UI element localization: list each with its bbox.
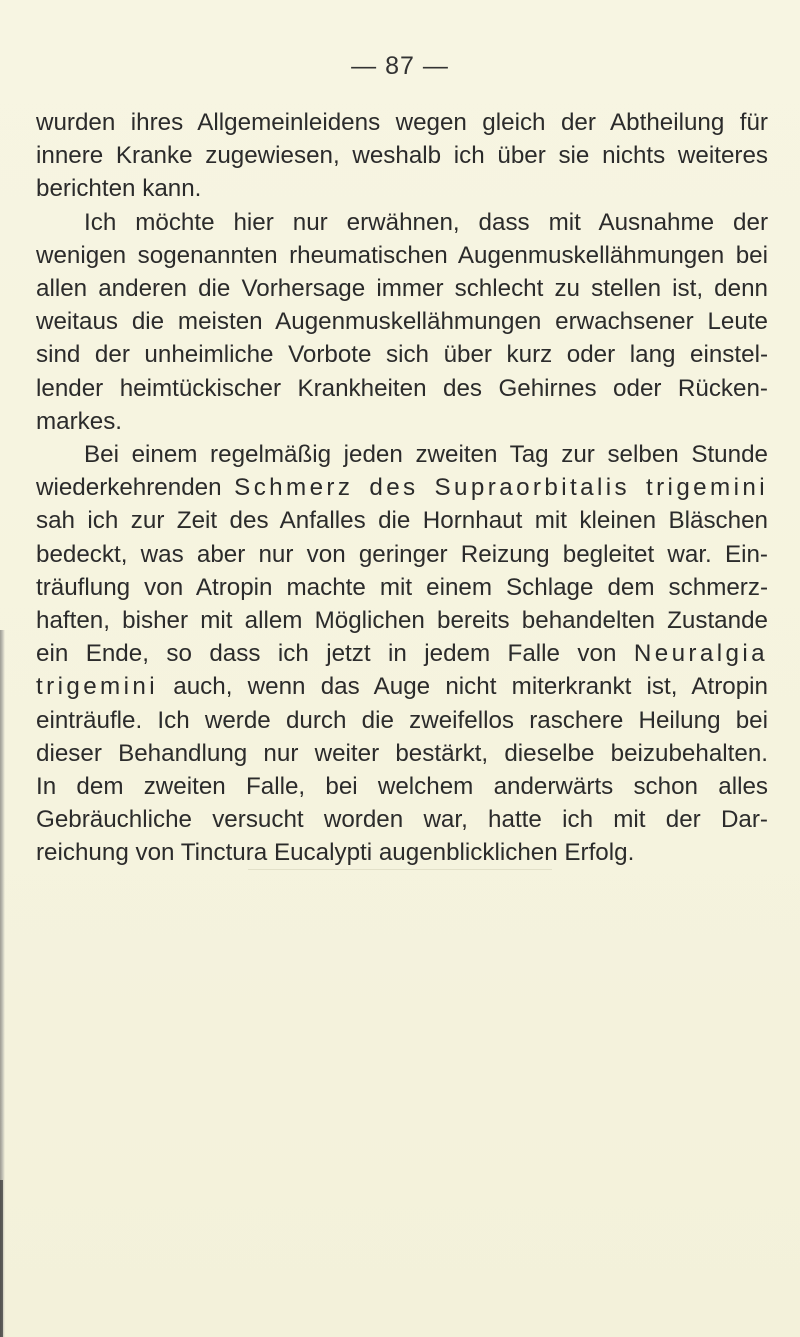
text-line: sind der unheimliche Vorbote sich über kurz oder lang einstel- [36, 341, 768, 369]
text-line: markes. [36, 407, 123, 435]
text-line: In dem zweiten Falle, bei welchem anderwärts schon alles [36, 773, 768, 801]
paragraph-start: Bei einem regelmäßig jeden zweiten Tag zur selben Stunde [84, 441, 768, 469]
text-line [36, 670, 768, 703]
text-line: allen anderen die Vorhersage immer schlecht zu stellen ist, denn [36, 275, 768, 303]
text-line: bedeckt, was aber nur von geringer Reizung begleitet war. Ein- [36, 540, 768, 568]
text-line: haften, bisher mit allem Möglichen bereits behandelten Zustande [36, 607, 768, 635]
body-text [36, 106, 768, 870]
text-segment: ein Ende, so dass ich jetzt in jedem Falle von [36, 640, 617, 668]
text-segment: auch, wenn das Auge nicht miterkrankt ist, Atropin [173, 673, 768, 701]
text-segment: wiederkehrenden [36, 474, 222, 502]
text-line: träuflung von Atropin machte mit einem Schlage dem schmerz- [36, 573, 768, 601]
emphasized-term: Schmerz des Supraorbitalis trigemini [234, 474, 768, 502]
text-line: lender heimtückischer Krankheiten des Gehirnes oder Rücken- [36, 374, 768, 402]
text-line: einträufle. Ich werde durch die zweifellos raschere Heilung bei [36, 706, 768, 734]
emphasized-term: trigemini [36, 673, 158, 701]
paragraph-start: Ich möchte hier nur erwähnen, dass mit Ausnahme der [84, 208, 768, 236]
page-edge-shadow-dark [0, 1180, 3, 1337]
text-line: wurden ihres Allgemeinleidens wegen gleich der Abtheilung für [36, 109, 768, 136]
text-line: innere Kranke zugewiesen, weshalb ich über sie nichts weiteres [36, 142, 768, 170]
page-number: — 87 — [351, 52, 449, 80]
text-line [36, 637, 768, 670]
text-line: weitaus die meisten Augenmuskellähmungen erwachsener Leute [36, 308, 768, 336]
text-line: sah ich zur Zeit des Anfalles die Hornhaut mit kleinen Bläschen [36, 507, 768, 535]
emphasized-term: Neuralgia [633, 640, 768, 668]
text-line: dieser Behandlung nur weiter bestärkt, dieselbe beizubehalten. [36, 739, 768, 767]
faint-rule-divider [248, 869, 552, 870]
text-line: Gebräuchliche versucht worden war, hatte ich mit der Dar- [36, 806, 768, 834]
text-line: reichung von Tinctura Eucalypti augenblicklichen Erfolg. [36, 839, 635, 867]
text-line: berichten kann. [36, 175, 202, 203]
text-line: wenigen sogenannten rheumatischen Augenmuskellähmungen bei [36, 241, 768, 269]
text-line [36, 471, 768, 504]
